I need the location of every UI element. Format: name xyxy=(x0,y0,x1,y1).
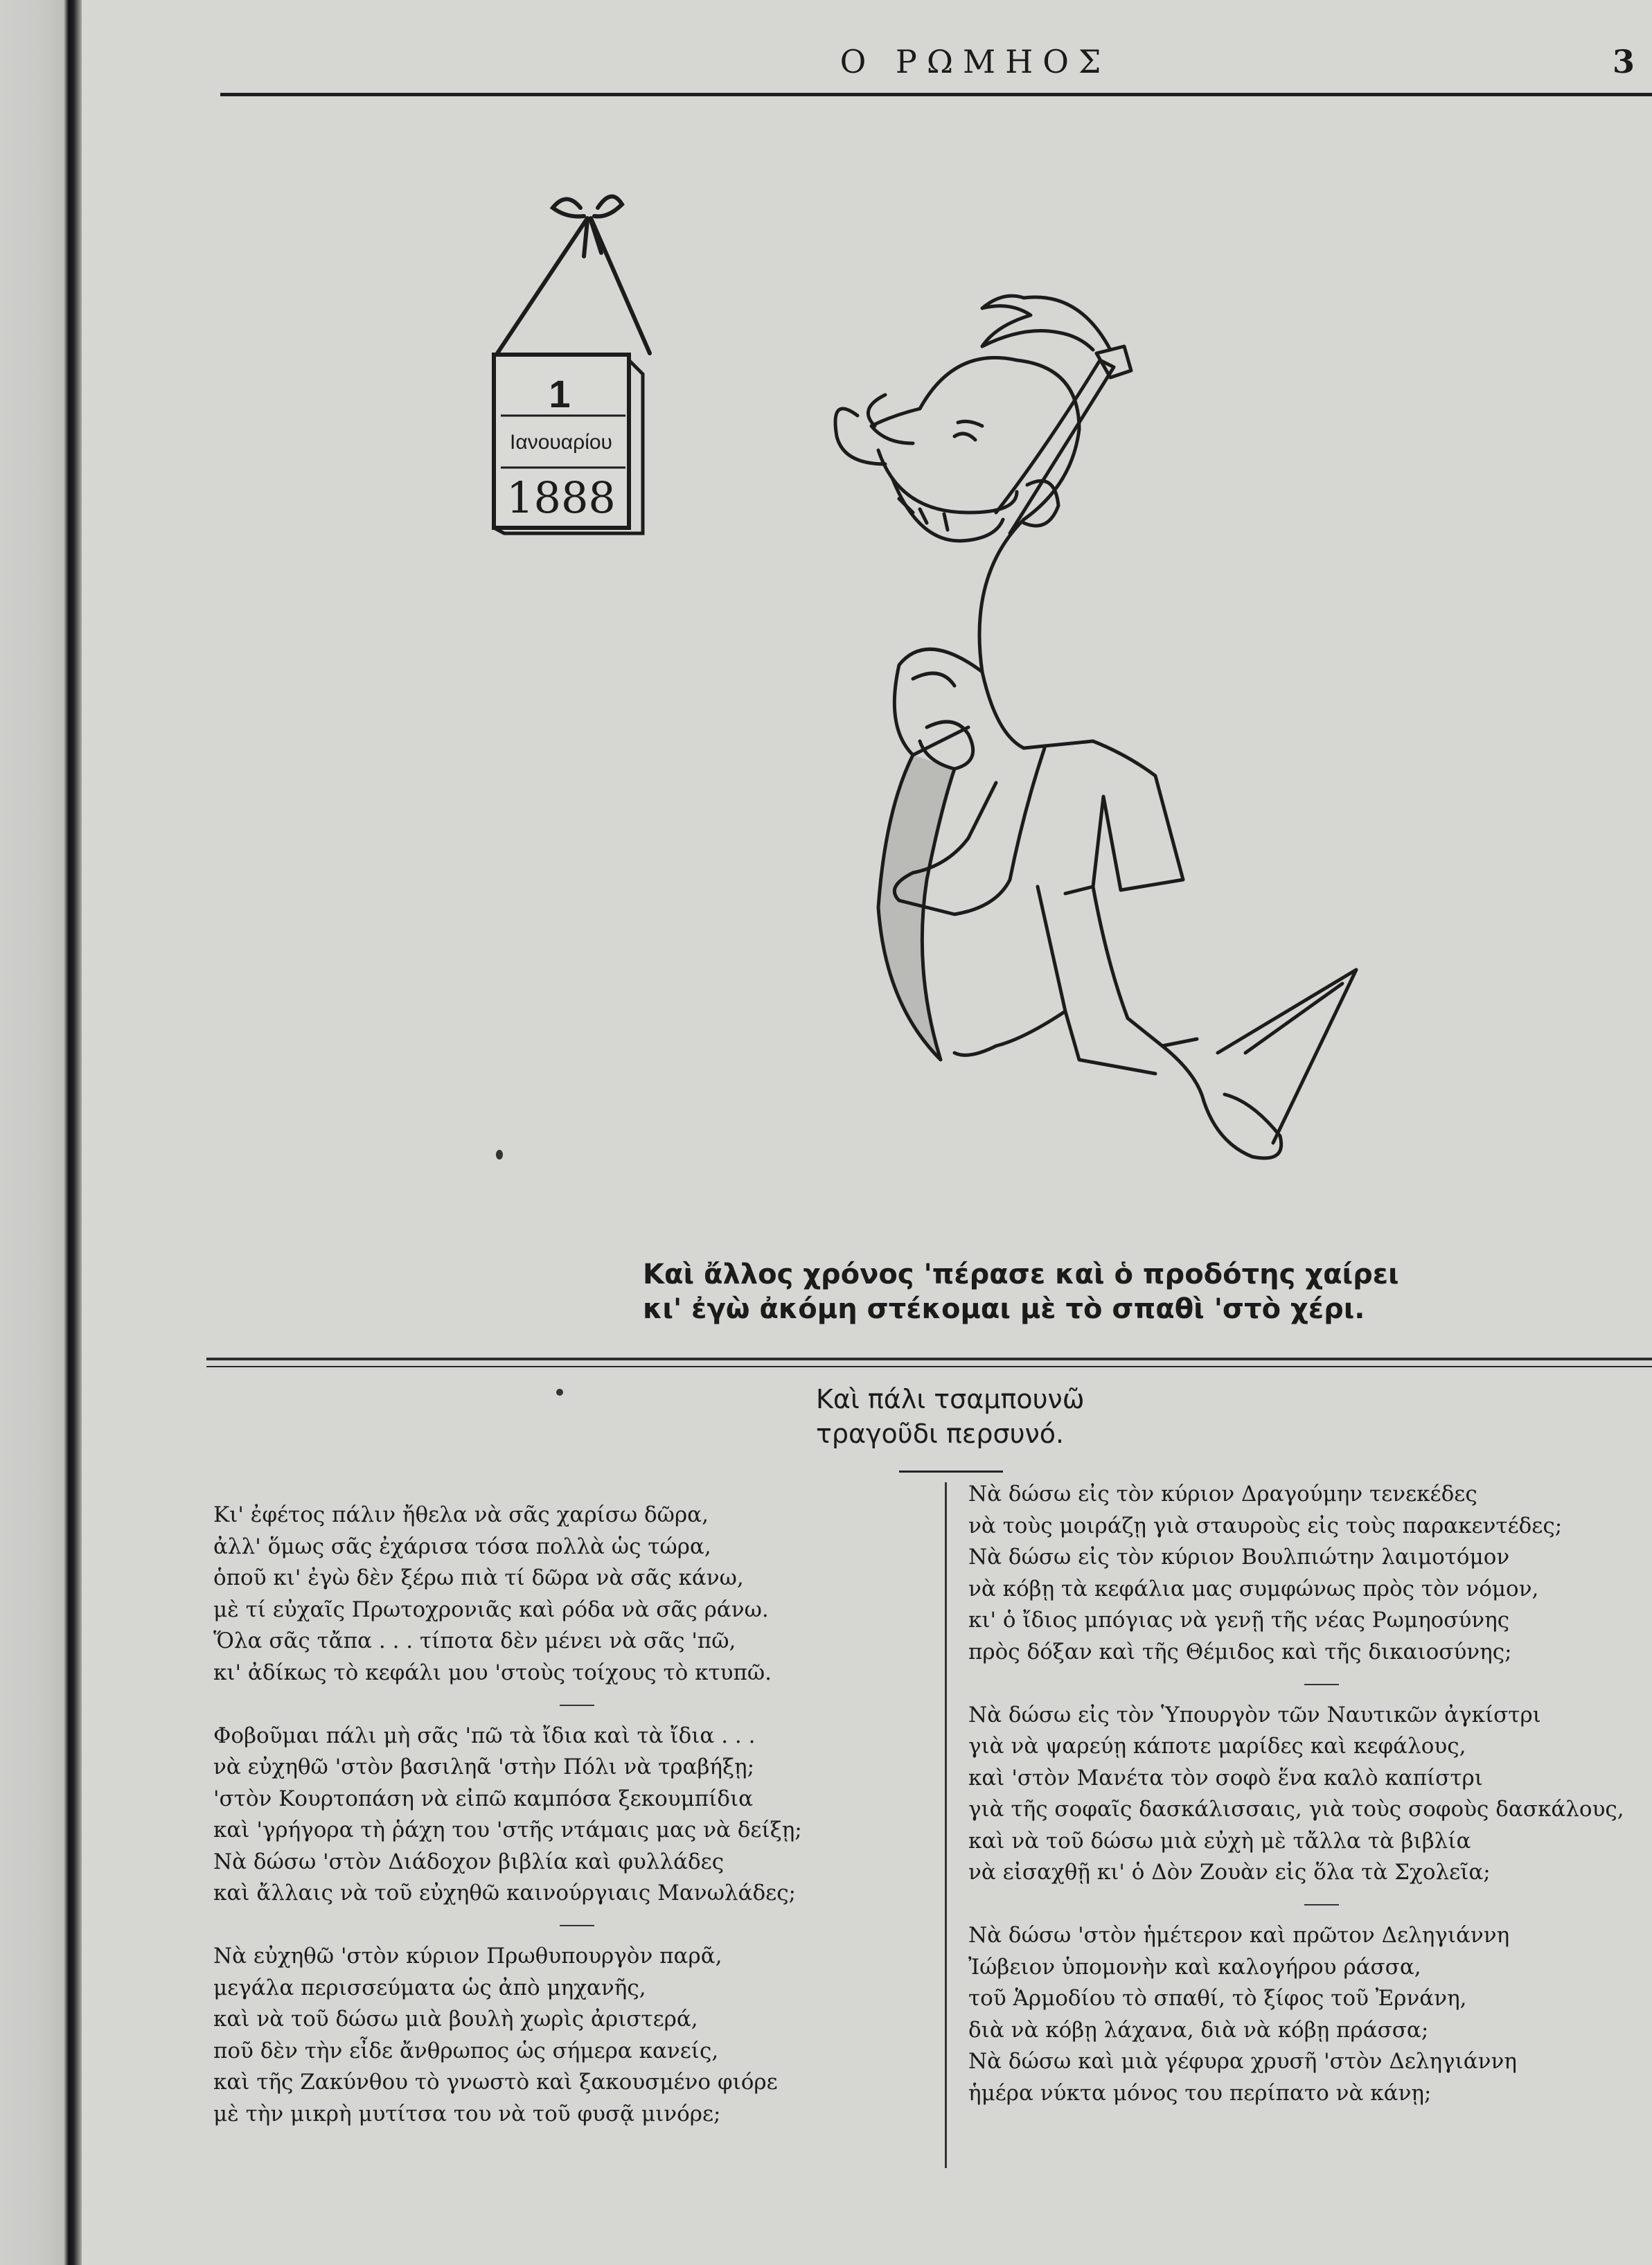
verse-line: καὶ 'γρήγορα τὴ ῥάχη του 'στῆς ντάμαις μας νὰ δείξῃ; xyxy=(213,1818,802,1842)
verse-line: Νὰ δώσω καὶ μιὰ γέφυρα χρυσῆ 'στὸν Δεληγιάννη xyxy=(968,2049,1517,2074)
verse-line: ἀλλ' ὅμως σᾶς ἐχάρισα τόσα πολλὰ ὡς τώρα, xyxy=(213,1534,711,1559)
caricature-figure xyxy=(835,296,1356,1158)
stanza-separator xyxy=(213,1689,941,1721)
book-binding-edge xyxy=(0,0,82,2265)
verse-line: Κι' ἐφέτος πάλιν ἤθελα νὰ σᾶς χαρίσω δῶρα, xyxy=(213,1502,709,1527)
verse-line: Ὅλα σᾶς τἄπα . . . τίποτα δὲν μένει νὰ σᾶς 'πῶ, xyxy=(213,1628,736,1653)
stanza xyxy=(968,1920,1652,2109)
verse-line: μεγάλα περισσεύματα ὡς ἀπὸ μηχανῆς, xyxy=(213,1975,646,2000)
stanza xyxy=(968,1700,1652,1889)
stanza-separator xyxy=(968,1668,1652,1700)
calendar-year: 1888 xyxy=(506,472,616,523)
cartoon-caption xyxy=(643,1257,1405,1326)
stanza xyxy=(213,1721,941,1910)
poem-title-line: τραγοῦδι περσυνό. xyxy=(816,1419,1065,1449)
caricature-illustration xyxy=(470,187,1467,1226)
verse-line: γιὰ τῆς σοφαῖς δασκάλισσαις, γιὰ τοὺς σοφοὺς δασκάλους, xyxy=(968,1797,1624,1822)
verse-line: κι' ὁ ἴδιος μπόγιας νὰ γενῇ τῆς νέας Ρωμηοσύνης xyxy=(968,1608,1510,1633)
poem-left-column xyxy=(213,1500,941,2130)
verse-line: νὰ κόβῃ τὰ κεφάλια μας συμφώνως πρὸς τὸν νόμον, xyxy=(968,1576,1539,1601)
section-divider xyxy=(206,1358,1652,1367)
verse-line: Νὰ δώσω εἰς τὸν Ὑπουργὸν τῶν Ναυτικῶν ἀγκίστρι xyxy=(968,1702,1541,1727)
verse-line: πρὸς δόξαν καὶ τῆς Θέμιδος καὶ τῆς δικαιοσύνης; xyxy=(968,1639,1512,1664)
verse-line: μὲ τὴν μικρὴ μυτίτσα του νὰ τοῦ φυσᾷ μινόρε; xyxy=(213,2101,721,2126)
verse-line: καὶ νὰ τοῦ δώσω μιὰ εὐχὴ μὲ τἄλλα τὰ βιβλία xyxy=(968,1828,1471,1854)
verse-line: διὰ νὰ κόβῃ λάχανα, διὰ νὰ κόβῃ πράσσα; xyxy=(968,2017,1429,2043)
verse-line: καὶ τῆς Ζακύνθου τὸ γνωστὸ καὶ ξακουσμένο φιόρε xyxy=(213,2070,778,2095)
verse-line: 'στὸν Κουρτοπάση νὰ εἰπῶ καμπόσα ξεκουμπίδια xyxy=(213,1786,754,1811)
poem-title xyxy=(816,1382,1232,1451)
verse-line: Νὰ δώσω 'στὸν ἡμέτερον καὶ πρῶτον Δεληγιάννη xyxy=(968,1923,1510,1948)
verse-line: Ἰώβειον ὑπομονὴν καὶ καλογήρου ράσσα, xyxy=(968,1954,1421,1980)
calendar-month: Ιανουαρίου xyxy=(510,431,612,454)
verse-line: μὲ τί εὐχαῖς Πρωτοχρονιᾶς καὶ ρόδα νὰ σᾶς ράνω. xyxy=(213,1597,769,1622)
caption-line: Καὶ ἄλλος χρόνος 'πέρασε καὶ ὁ προδότης χαίρει xyxy=(643,1259,1399,1290)
verse-line: γιὰ νὰ ψαρεύῃ κάποτε μαρίδες καὶ κεφάλους, xyxy=(968,1734,1466,1759)
title-rule xyxy=(899,1471,1003,1473)
verse-line: καὶ ἄλλαις νὰ τοῦ εὐχηθῶ καινούργιαις Μανωλάδες; xyxy=(213,1881,796,1906)
page-number: 3 xyxy=(1613,43,1635,80)
verse-line: καὶ 'στὸν Μανέτα τὸν σοφὸ ἕνα καλὸ καπίστρι xyxy=(968,1765,1483,1791)
verse-line: κι' ἀδίκως τὸ κεφάλι μου 'στοὺς τοίχους τὸ κτυπῶ. xyxy=(213,1660,772,1685)
stanza xyxy=(968,1479,1652,1668)
calendar-block xyxy=(494,355,643,533)
verse-line: Νὰ δώσω 'στὸν Διάδοχον βιβλία καὶ φυλλάδες xyxy=(213,1849,725,1874)
newspaper-page xyxy=(82,0,1652,2265)
verse-line: Νὰ εὐχηθῶ 'στὸν κύριον Πρωθυπουργὸν παρᾶ, xyxy=(213,1944,722,1969)
verse-line: νὰ εἰσαχθῇ κι' ὁ Δὸν Ζουὰν εἰς ὅλα τὰ Σχολεῖα; xyxy=(968,1860,1491,1885)
ink-dot xyxy=(556,1389,563,1396)
verse-line: Νὰ δώσω εἰς τὸν κύριον Βουλπιώτην λαιμοτόμον xyxy=(968,1545,1510,1570)
verse-line: ὁποῦ κι' ἐγὼ δὲν ξέρω πιὰ τί δῶρα νὰ σᾶς κάνω, xyxy=(213,1565,744,1590)
verse-line: ἡμέρα νύκτα μόνος του περίπατο νὰ κάνῃ; xyxy=(968,2080,1432,2106)
verse-line: ποῦ δὲν τὴν εἶδε ἄνθρωπος ὡς σήμερα κανείς, xyxy=(213,2038,719,2063)
calendar-hanger xyxy=(497,197,650,353)
poem-title-line: Καὶ πάλι τσαμπουνῶ xyxy=(816,1384,1085,1414)
verse-line: τοῦ Ἁρμοδίου τὸ σπαθί, τὸ ξίφος τοῦ Ἐρνάνη, xyxy=(968,1986,1467,2011)
verse-line: νὰ εὐχηθῶ 'στὸν βασιληᾶ 'στὴν Πόλι νὰ τραβήξῃ; xyxy=(213,1755,755,1779)
verse-line: Νὰ δώσω εἰς τὸν κύριον Δραγούμην τενεκέδες xyxy=(968,1482,1477,1507)
verse-line: νὰ τοὺς μοιράζῃ γιὰ σταυροὺς εἰς τοὺς παρακεντέδες; xyxy=(968,1513,1563,1538)
column-divider xyxy=(945,1482,947,2168)
ink-smudge xyxy=(496,1150,503,1160)
stanza-separator xyxy=(213,1910,941,1942)
masthead-title: Ο ΡΩΜΗΟΣ xyxy=(840,43,1111,80)
poem-right-column xyxy=(968,1479,1652,2109)
stanza-separator xyxy=(968,1889,1652,1921)
verse-line: Φοβοῦμαι πάλι μὴ σᾶς 'πῶ τὰ ἴδια καὶ τὰ ἴδια . . . xyxy=(213,1723,756,1748)
stanza xyxy=(213,1941,941,2130)
verse-line: καὶ νὰ τοῦ δώσω μιὰ βουλὴ χωρὶς ἀριστερά, xyxy=(213,2007,698,2032)
caption-line: κι' ἐγὼ ἀκόμη στέκομαι μὲ τὸ σπαθὶ 'στὸ χέρι. xyxy=(643,1293,1365,1325)
header-rule xyxy=(220,93,1652,96)
stanza xyxy=(213,1500,941,1689)
calendar-day: 1 xyxy=(549,372,571,416)
